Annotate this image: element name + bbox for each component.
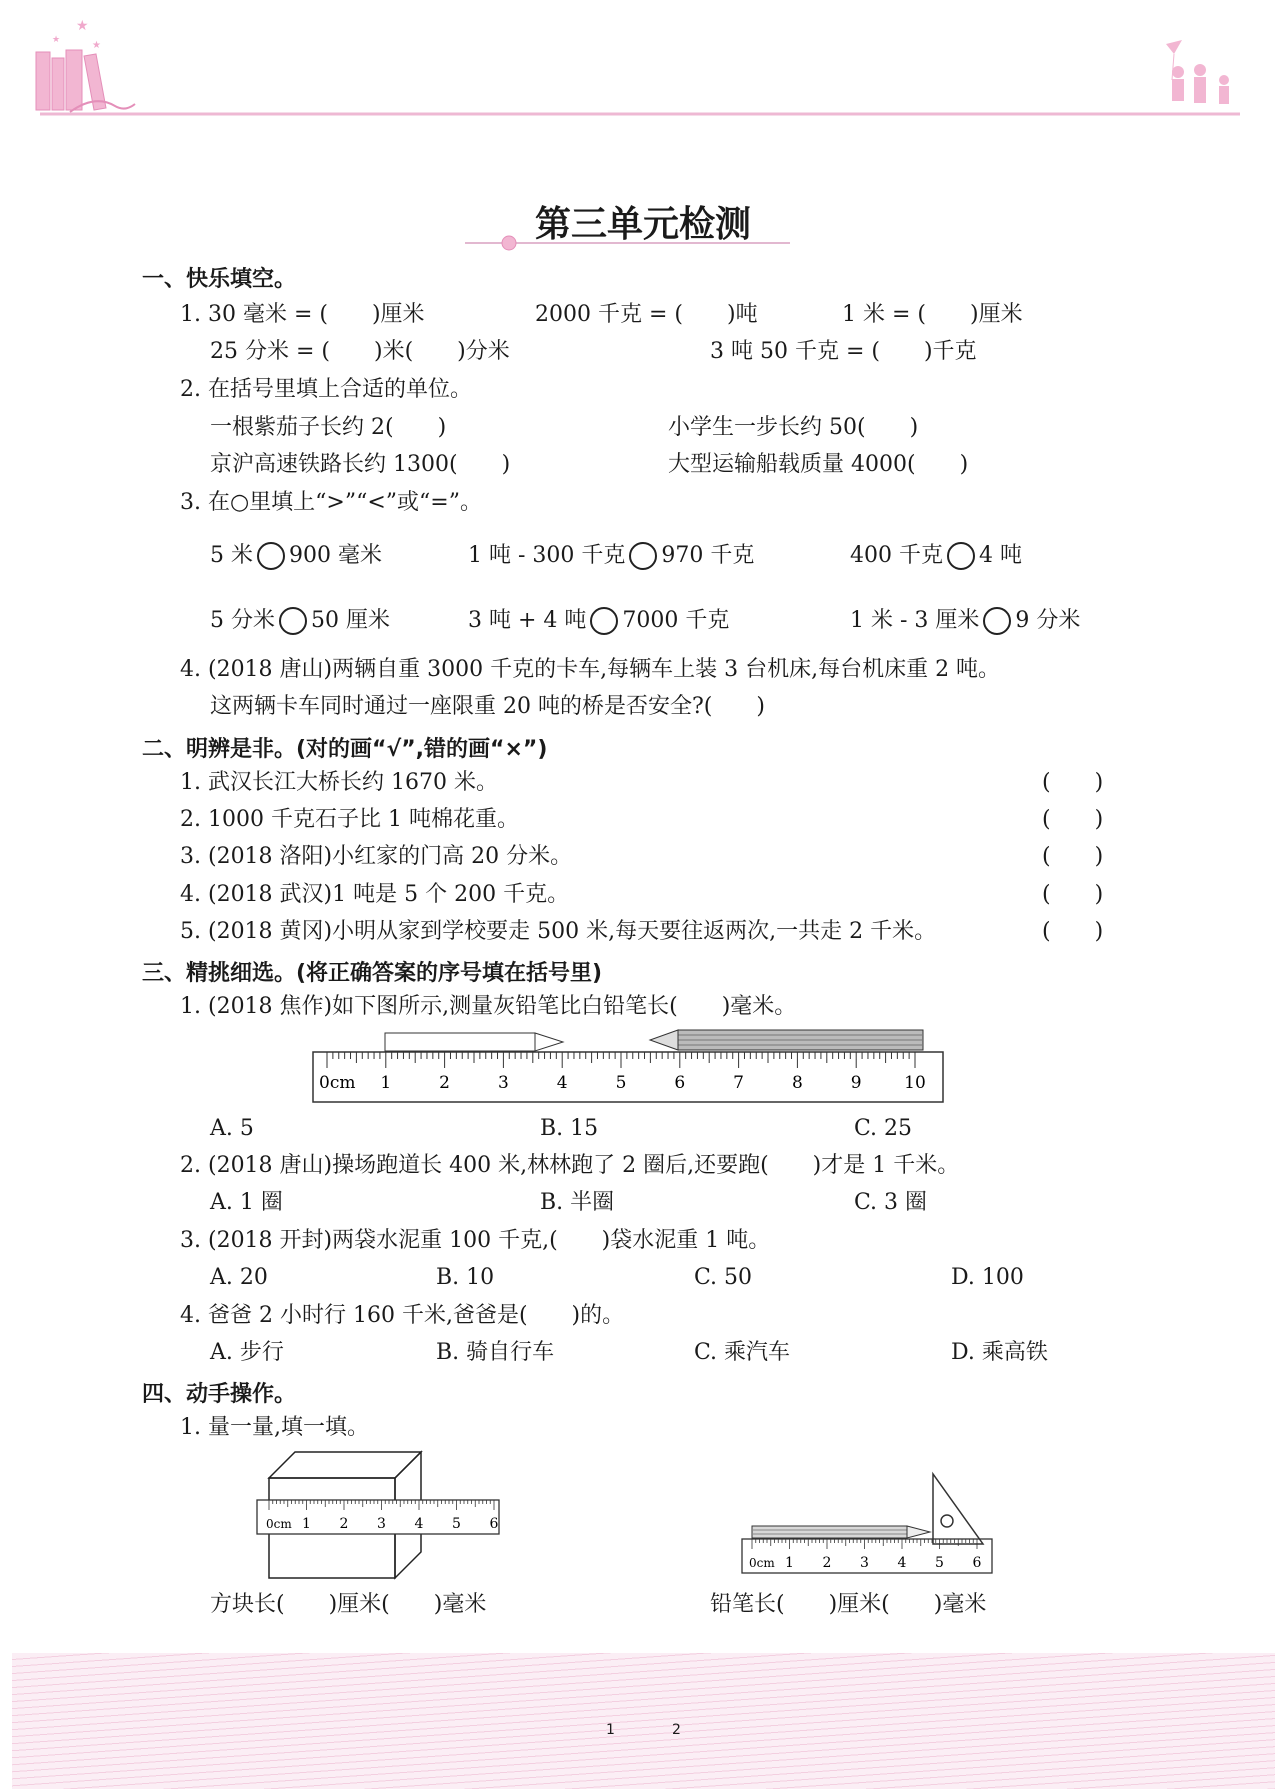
ruler-figure-1 [305, 1022, 955, 1104]
q3-r1c2: 1 吨 - 300 千克 970 千克 [468, 543, 755, 568]
pencil-ruler-figure [740, 1466, 1010, 1578]
tf-item: 2. 1000 千克石子比 1 吨棉花重。 [180, 807, 519, 832]
svg-text:★: ★ [92, 40, 101, 51]
ruler-tick-label: 1 [380, 1073, 392, 1093]
section-4-heading: 四、动手操作。 [142, 1382, 297, 1407]
header-decoration [0, 0, 1287, 130]
mc2-opt-b[interactable]: B. 半圈 [540, 1190, 615, 1215]
mc4-opt-b[interactable]: B. 骑自行车 [436, 1340, 555, 1365]
title-underline [465, 232, 795, 254]
q1-2b: 3 吨 50 千克 = ( )千克 [710, 339, 977, 364]
compare-circle[interactable] [947, 542, 975, 570]
tf-blank[interactable]: ( ) [1042, 844, 1104, 869]
ruler-tick-label: 2 [339, 1516, 349, 1532]
mc4-opt-d[interactable]: D. 乘高铁 [951, 1340, 1048, 1365]
mc4-opt-c[interactable]: C. 乘汽车 [694, 1340, 791, 1365]
compare-circle[interactable] [983, 607, 1011, 635]
ruler-tick-label: 3 [860, 1555, 869, 1571]
q2-d: 大型运输船载质量 4000( ) [668, 452, 969, 477]
mc3-opt-c[interactable]: C. 50 [694, 1265, 753, 1290]
q3-r1c3: 400 千克 4 吨 [850, 543, 1022, 568]
compare-circle[interactable] [629, 542, 657, 570]
gray-pencil [650, 1030, 923, 1050]
ruler-tick-label: 6 [674, 1073, 686, 1093]
q1-1a: 1. 30 毫米 = ( )厘米 [180, 302, 425, 327]
white-pencil [385, 1033, 563, 1051]
ruler-tick-label: 1 [302, 1516, 311, 1532]
mc1-opt-c[interactable]: C. 25 [854, 1116, 913, 1141]
mc1-stem: 1. (2018 焦作)如下图所示,测量灰铅笔比白铅笔长( )毫米。 [180, 994, 797, 1019]
q2-b: 小学生一步长约 50( ) [668, 415, 919, 440]
mc3-opt-d[interactable]: D. 100 [951, 1265, 1024, 1290]
q1-2a: 25 分米 = ( )米( )分米 [210, 339, 510, 364]
section-2-heading: 二、明辨是非。(对的画“√”,错的画“×”) [142, 737, 548, 762]
mc2-stem: 2. (2018 唐山)操场跑道长 400 米,林林跑了 2 圈后,还要跑( )才是 1 千米。 [180, 1153, 960, 1178]
section-1-heading: 一、快乐填空。 [142, 267, 297, 292]
mc4-stem: 4. 爸爸 2 小时行 160 千米,爸爸是( )的。 [180, 1303, 625, 1328]
q3-r2c3: 1 米 - 3 厘米 9 分米 [850, 608, 1081, 633]
ruler-unit: 0cm [319, 1073, 356, 1093]
q2-c: 京沪高速铁路长约 1300( ) [210, 452, 511, 477]
q2-stem: 2. 在括号里填上合适的单位。 [180, 377, 472, 402]
footer-band [12, 1653, 1275, 1789]
svg-text:★: ★ [76, 18, 89, 34]
ruler-tick-label: 5 [452, 1516, 461, 1532]
cube-ruler-figure [255, 1448, 515, 1583]
compare-circle[interactable] [279, 607, 307, 635]
tf-item: 5. (2018 黄冈)小明从家到学校要走 500 米,每天要往返两次,一共走 2 千米。 [180, 919, 937, 944]
mc3-opt-b[interactable]: B. 10 [436, 1265, 495, 1290]
tf-blank[interactable]: ( ) [1042, 882, 1104, 907]
ruler-tick-label: 5 [615, 1073, 627, 1093]
stars-icon [52, 18, 101, 51]
tf-item: 3. (2018 洛阳)小红家的门高 20 分米。 [180, 844, 573, 869]
q3-r1c1: 5 米 900 毫米 [210, 543, 382, 568]
mc1-opt-b[interactable]: B. 15 [540, 1116, 599, 1141]
ruler-tick-label: 3 [377, 1516, 386, 1532]
ruler-tick-label: 2 [439, 1073, 451, 1093]
mc2-opt-c[interactable]: C. 3 圈 [854, 1190, 928, 1215]
ruler-tick-label: 7 [733, 1073, 745, 1093]
mc2-opt-a[interactable]: A. 1 圈 [210, 1190, 283, 1215]
tf-item: 4. (2018 武汉)1 吨是 5 个 200 千克。 [180, 882, 570, 907]
ruler-tick-label: 2 [822, 1555, 832, 1571]
ruler-tick-label: 5 [935, 1555, 944, 1571]
compare-circle[interactable] [590, 607, 618, 635]
q3-r2c2: 3 吨 + 4 吨 7000 千克 [468, 608, 730, 633]
q2-a: 一根紫茄子长约 2( ) [210, 415, 447, 440]
tf-item: 1. 武汉长江大桥长约 1670 米。 [180, 770, 498, 795]
q1-1b: 2000 千克 = ( )吨 [535, 302, 758, 327]
q3-r2c1: 5 分米 50 厘米 [210, 608, 390, 633]
q3-stem: 3. 在○里填上“>”“<”或“=”。 [180, 490, 482, 515]
ruler-tick-label: 4 [556, 1073, 568, 1093]
page-title: 第三单元检测 [535, 203, 752, 245]
pencil-drawing [752, 1526, 930, 1538]
tf-blank[interactable]: ( ) [1042, 770, 1104, 795]
compare-circle[interactable] [257, 542, 285, 570]
set-square-icon [933, 1474, 983, 1544]
q1-1c: 1 米 = ( )厘米 [842, 302, 1023, 327]
tf-blank[interactable]: ( ) [1042, 807, 1104, 832]
ruler-tick-label: 10 [904, 1073, 926, 1093]
tf-blank[interactable]: ( ) [1042, 919, 1104, 944]
ruler-tick-label: 6 [489, 1516, 499, 1532]
ruler-unit: 0cm [749, 1556, 775, 1570]
page-number-left: 1 [606, 1722, 615, 1738]
ruler-tick-label: 8 [791, 1073, 803, 1093]
page-number-right: 2 [672, 1722, 681, 1738]
mc4-opt-a[interactable]: A. 步行 [210, 1340, 284, 1365]
mc3-opt-a[interactable]: A. 20 [210, 1265, 268, 1290]
ruler-tick-label: 3 [497, 1073, 509, 1093]
ruler-unit: 0cm [266, 1517, 292, 1531]
ruler-tick-label: 4 [414, 1516, 424, 1532]
svg-text:★: ★ [52, 35, 61, 45]
ruler-tick-label: 4 [897, 1555, 907, 1571]
q4-line1: 4. (2018 唐山)两辆自重 3000 千克的卡车,每辆车上装 3 台机床,每台机床重 2 吨。 [180, 657, 1001, 682]
section-3-heading: 三、精挑细选。(将正确答案的序号填在括号里) [142, 961, 603, 986]
children-kite-icon [1166, 40, 1229, 104]
ruler-tick-label: 1 [785, 1555, 794, 1571]
op1-stem: 1. 量一量,填一填。 [180, 1415, 369, 1440]
ruler-tick-label: 6 [972, 1555, 982, 1571]
mc1-opt-a[interactable]: A. 5 [210, 1116, 254, 1141]
ruler-tick-label: 9 [850, 1073, 862, 1093]
pencil-answer-label: 铅笔长( )厘米( )毫米 [710, 1592, 987, 1617]
mc3-stem: 3. (2018 开封)两袋水泥重 100 千克,( )袋水泥重 1 吨。 [180, 1228, 771, 1253]
cube-answer-label: 方块长( )厘米( )毫米 [210, 1592, 487, 1617]
q4-line2: 这两辆卡车同时通过一座限重 20 吨的桥是否安全?( ) [210, 694, 765, 719]
